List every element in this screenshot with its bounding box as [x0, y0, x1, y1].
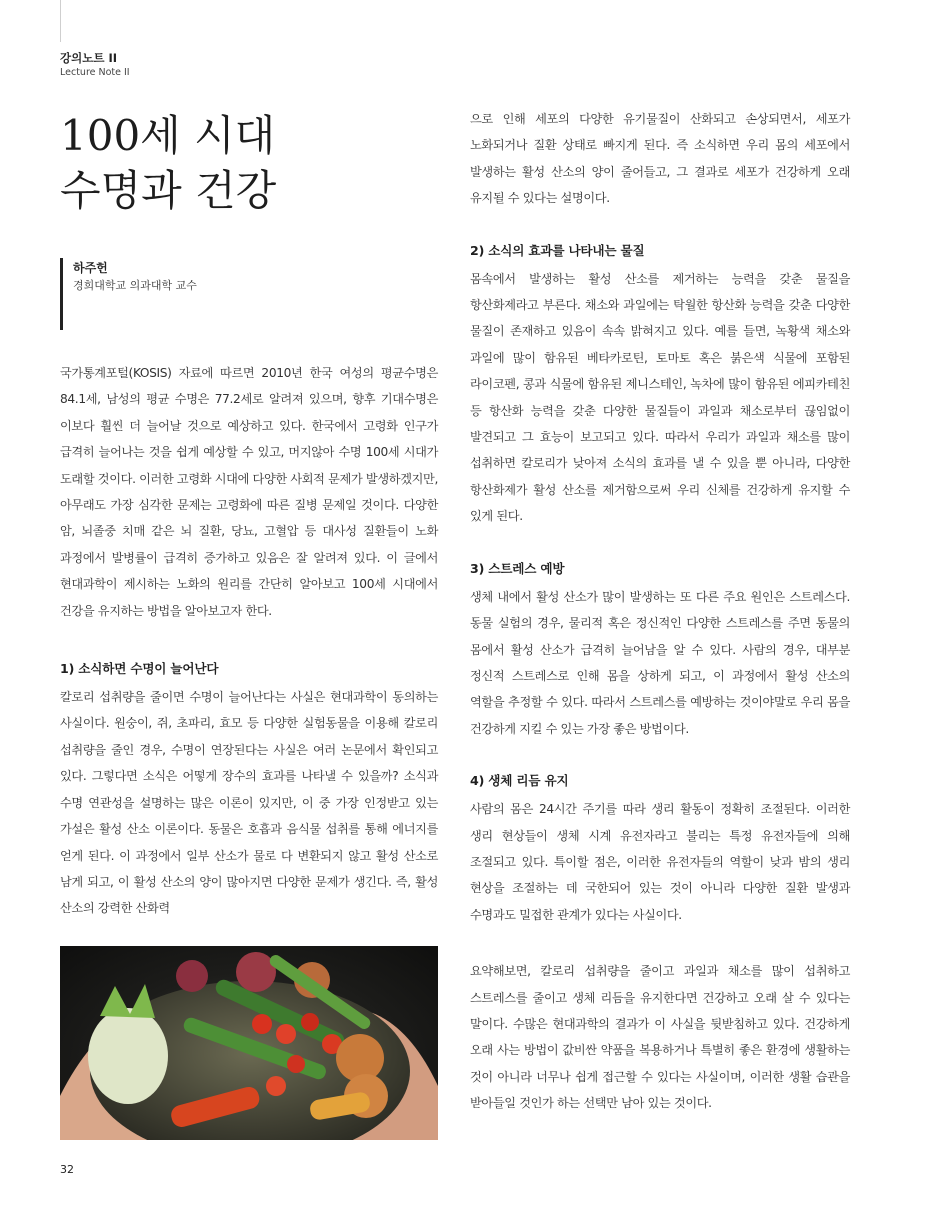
series-title: 강의노트 II — [60, 51, 117, 65]
section-4-heading: 4) 생체 리듬 유지 — [470, 773, 569, 789]
section-1-body-continued: 으로 인해 세포의 다양한 유기물질이 산화되고 손상되면서, 세포가 노화되거나 질환 상태로 빠지게 된다. 즉 소식하면 우리 몸의 세포에서 발생하는 활성 산소의 양이 줄어들고, 그 결과로 세포가 건강하게 오래 유지될 수 있다는 설명이다. — [470, 112, 850, 206]
top-divider — [60, 0, 61, 42]
left-column — [60, 360, 438, 922]
author-block — [60, 258, 197, 330]
title-line-2: 수명과 건강 — [60, 166, 277, 215]
vegetables-photo — [60, 946, 438, 1140]
section-1-heading: 1) 소식하면 수명이 늘어난다 — [60, 661, 219, 677]
page-number: 32 — [60, 1163, 74, 1176]
author-affiliation: 경희대학교 의과대학 교수 — [73, 279, 197, 292]
series-header — [60, 50, 130, 80]
intro-paragraph: 국가통계포털(KOSIS) 자료에 따르면 2010년 한국 여성의 평균수명은 84.1세, 남성의 평균 수명은 77.2세로 알려져 있으며, 향후 기대수명은 이보다 훨씬 더 늘어날 것으로 예상하고 있다. 한국에서 고령화 인구가 급격히 늘어나는 것을 쉽게 예상할 수 있고, 머지않아 수명 100세 시대가 도래할 것이다. 이러한 고령화 시대에 다양한 사회적 문제가 발생하겠지만, 아무래도 가장 심각한 문제는 고령화에 따른 질병 문제일 것이다. 다양한 암, 뇌졸중 치매 같은 뇌 질환, 당뇨, 고혈압 등 대사성 질환들이 노화 과정에서 발병률이 급격히 증가하고 있음은 잘 알려져 있다. 이 글에서 현대과학이 제시하는 노화의 원리를 간단히 알아보고 100세 시대에서 건강을 유지하는 방법을 알아보고자 한다. — [60, 366, 438, 618]
series-subtitle: Lecture Note II — [60, 67, 130, 78]
section-3-body: 생체 내에서 활성 산소가 많이 발생하는 또 다른 주요 원인은 스트레스다. 동물 실험의 경우, 물리적 혹은 정신적인 다양한 스트레스를 주면 동물의 몸에서 활성 산소가 급격히 늘어남을 알 수 있다. 사람의 경우, 대부분 정신적 스트레스로 인해 몸을 상하게 되고, 이 과정에서 활성 산소의 역할을 추정할 수 있다. 따라서 스트레스를 예방하는 것이야말로 우리 몸을 건강하게 지킬 수 있는 가장 좋은 방법이다. — [470, 589, 850, 736]
section-3-heading: 3) 스트레스 예방 — [470, 560, 565, 576]
section-2-heading: 2) 소식의 효과를 나타내는 물질 — [470, 242, 645, 258]
section-1-body: 칼로리 섭취량을 줄이면 수명이 늘어난다는 사실은 현대과학이 동의하는 사실이다. 원숭이, 쥐, 초파리, 효모 등 다양한 실험동물을 이용해 칼로리 섭취량을 줄인 경우, 수명이 연장된다는 사실은 여러 논문에서 확인되고 있다. 그렇다면 소식은 어떻게 장수의 효과를 나타낼 수 있을까? 소식과 수명 연관성을 설명하는 많은 이론이 있지만, 이 중 가장 인정받고 있는 가설은 활성 산소 이론이다. 동물은 호흡과 음식물 섭취를 통해 에너지를 얻게 된다. 이 과정에서 일부 산소가 물로 다 변환되지 않고 활성 산소로 남게 되고, 이 활성 산소의 양이 많아지면 다양한 문제가 생긴다. 즉, 활성 산소의 강력한 산화력 — [60, 690, 438, 916]
vegetables-illustration — [60, 946, 438, 1140]
title-line-1: 100세 시대 — [60, 111, 276, 160]
section-4-body: 사람의 몸은 24시간 주기를 따라 생리 활동이 정확히 조절된다. 이러한 생리 현상들이 생체 시계 유전자라고 불리는 특정 유전자들에 의해 조절되고 있다. 특이할 점은, 이러한 유전자들의 역할이 낮과 밤의 생리 현상을 조절하는 데 국한되어 있는 것이 아니라 다양한 질환 발생과 수명과도 밀접한 관계가 있다는 사실이다. — [470, 802, 850, 922]
summary-paragraph: 요약해보면, 칼로리 섭취량을 줄이고 과일과 채소를 많이 섭취하고 스트레스를 줄이고 생체 리듬을 유지한다면 건강하고 오래 살 수 있다는 말이다. 수많은 현대과학의 결과가 이 사실을 뒷받침하고 있다. 건강하게 오래 사는 방법이 값비싼 약품을 복용하거나 특별히 좋은 환경에 생활하는 것이 아니라 너무나 쉽게 접근할 수 있다는 사실이며, 이러한 생활 습관을 받아들일 것인가 하는 선택만 남아 있는 것이다. — [470, 964, 850, 1111]
article-title — [60, 108, 440, 218]
section-2-body: 몸속에서 발생하는 활성 산소를 제거하는 능력을 갖춘 물질을 항산화제라고 부른다. 채소와 과일에는 탁월한 항산화 능력을 갖춘 다양한 물질이 존재하고 있음이 속속 밝혀지고 있다. 예를 들면, 녹황색 채소와 과일에 많이 함유된 베타카로틴, 토마토 혹은 붉은색 식물에 포함된 라이코펜, 콩과 식물에 함유된 제니스테인, 녹차에 많이 함유된 에피카테친 등 항산화 능력을 갖춘 다양한 물질들이 과일과 채소로부터 끊임없이 발견되고 그 효능이 보고되고 있다. 따라서 우리가 과일과 채소를 많이 섭취하면 칼로리가 낮아져 소식의 효과를 낼 수 있을 뿐 아니라, 다양한 항산화제가 활성 산소를 제거함으로써 우리 신체를 건강하게 유지할 수 있게 된다. — [470, 271, 850, 524]
right-column — [470, 106, 850, 1117]
author-name: 하주헌 — [73, 261, 108, 275]
